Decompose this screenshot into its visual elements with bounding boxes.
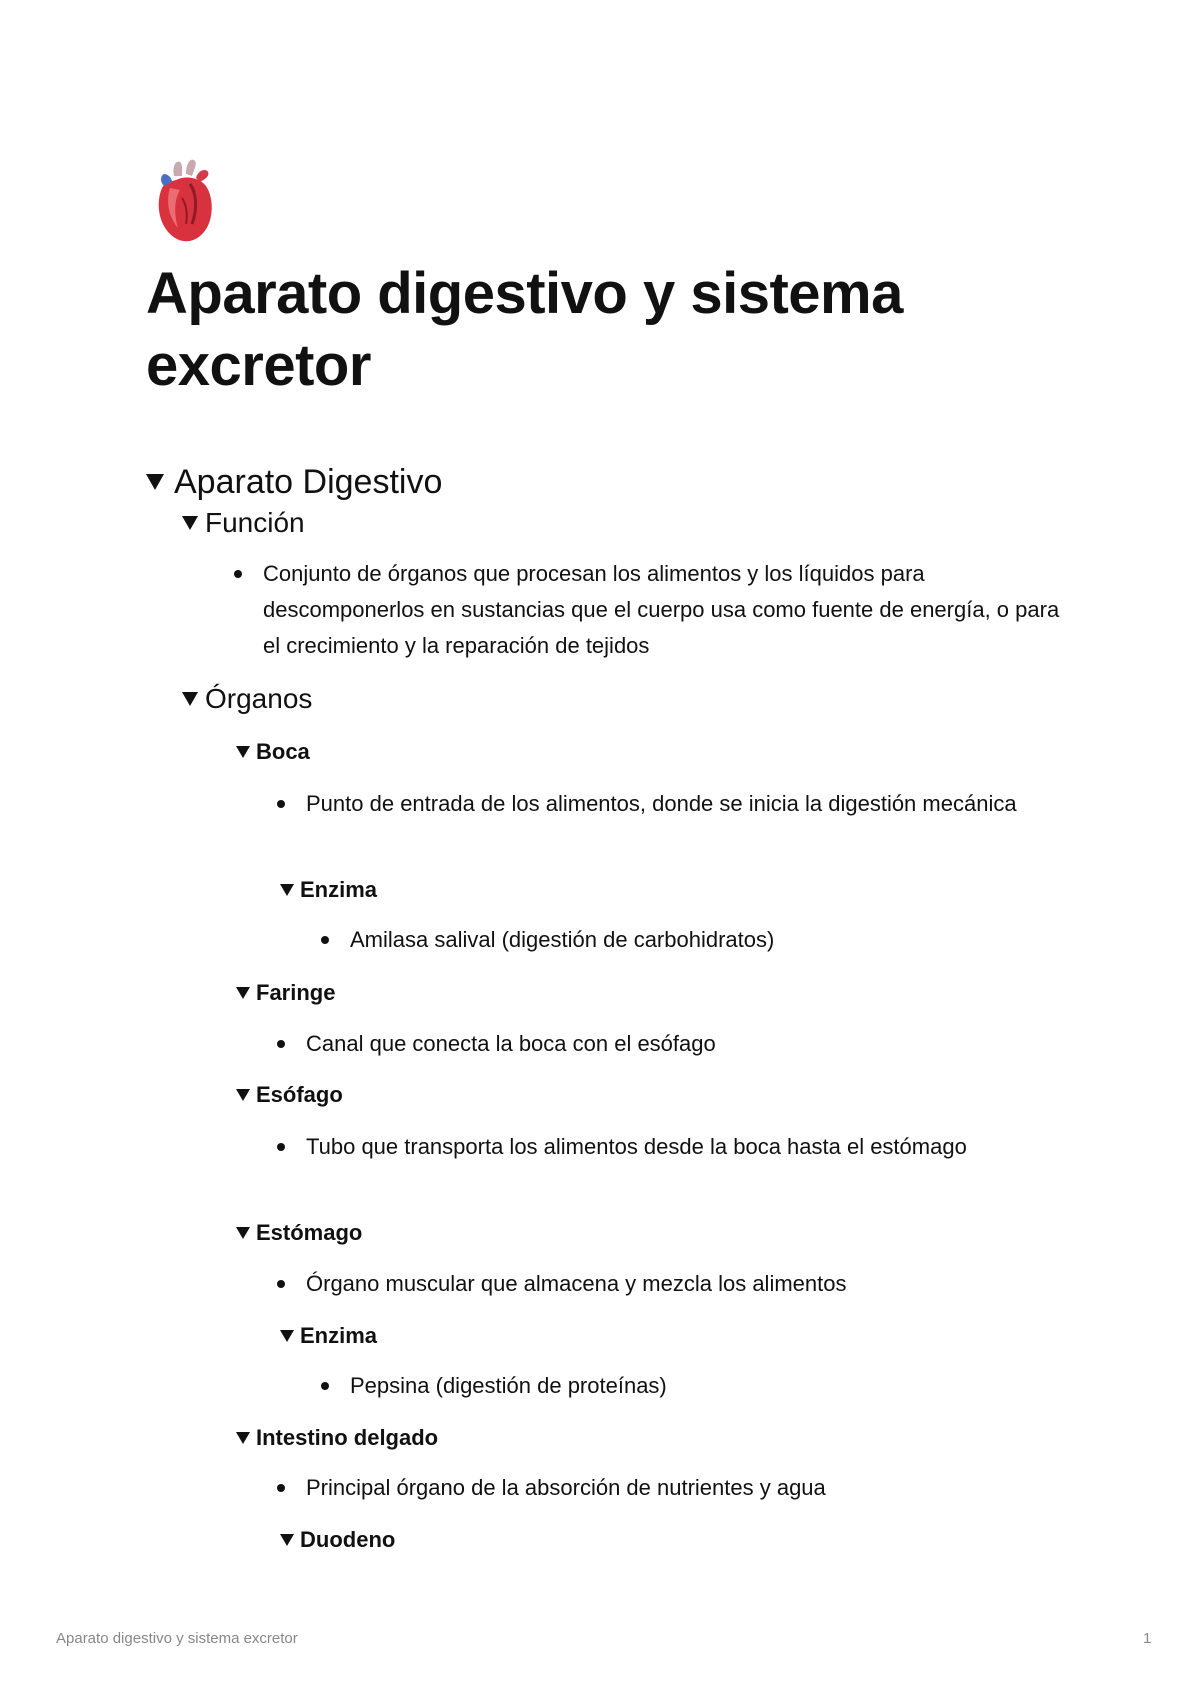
bullet-dot-icon (277, 1143, 285, 1151)
toggle-label: Duodeno (300, 1527, 396, 1552)
toggle-triangle-icon[interactable] (146, 474, 164, 490)
toggle-label: Órganos (205, 683, 313, 714)
list-item (350, 922, 1070, 958)
toggle-intestino-delgado[interactable] (236, 1424, 438, 1452)
list-item (306, 1129, 1006, 1165)
list-item-text: Amilasa salival (digestión de carbohidratos) (350, 927, 775, 952)
bullet-dot-icon (277, 1280, 285, 1288)
bullet-dot-icon (321, 1382, 329, 1390)
toggle-triangle-icon[interactable] (182, 692, 198, 706)
toggle-triangle-icon[interactable] (280, 1330, 294, 1342)
footer-title: Aparato digestivo y sistema excretor (56, 1630, 298, 1647)
bullet-dot-icon (277, 1484, 285, 1492)
anatomical-heart-icon (152, 158, 220, 246)
toggle-triangle-icon[interactable] (236, 1227, 250, 1239)
list-item-text: Tubo que transporta los alimentos desde la boca hasta el estómago (306, 1134, 967, 1159)
toggle-estomago[interactable] (236, 1219, 362, 1247)
toggle-triangle-icon[interactable] (236, 987, 250, 999)
toggle-faringe[interactable] (236, 979, 335, 1007)
list-item (350, 1368, 1070, 1404)
bullet-dot-icon (234, 570, 242, 578)
toggle-enzima[interactable] (280, 876, 377, 904)
toggle-triangle-icon[interactable] (280, 884, 294, 896)
toggle-label: Esófago (256, 1082, 343, 1107)
bullet-dot-icon (277, 800, 285, 808)
toggle-triangle-icon[interactable] (236, 1432, 250, 1444)
toggle-triangle-icon[interactable] (280, 1534, 294, 1546)
toggle-esofago[interactable] (236, 1081, 343, 1109)
list-item-text: Principal órgano de la absorción de nutrientes y agua (306, 1475, 826, 1500)
list-item (306, 1266, 1076, 1302)
toggle-enzima[interactable] (280, 1322, 377, 1350)
toggle-label: Faringe (256, 980, 336, 1005)
bullet-dot-icon (277, 1040, 285, 1048)
list-item-text: Pepsina (digestión de proteínas) (350, 1373, 667, 1398)
list-item-text: Órgano muscular que almacena y mezcla los alimentos (306, 1271, 847, 1296)
document-title: Aparato digestivo y sistema excretor (146, 261, 903, 398)
toggle-boca[interactable] (236, 738, 310, 766)
toggle-label: Intestino delgado (256, 1425, 439, 1450)
toggle-triangle-icon[interactable] (236, 1089, 250, 1101)
page-number: 1 (1143, 1630, 1152, 1647)
toggle-organos[interactable] (182, 682, 312, 716)
list-item-text: Canal que conecta la boca con el esófago (306, 1031, 716, 1056)
list-item-text: Conjunto de órganos que procesan los alimentos y los líquidos para descomponerlos en sustancias que el cuerpo usa como fuente de energía, o para el crecimiento y la reparación de tejidos (263, 561, 1060, 658)
toggle-label: Enzima (300, 877, 378, 902)
list-item (306, 1026, 1076, 1062)
list-item-text: Punto de entrada de los alimentos, donde se inicia la digestión mecánica (306, 791, 1017, 816)
toggle-aparato-digestivo[interactable] (146, 462, 442, 502)
bullet-dot-icon (321, 936, 329, 944)
list-item (263, 556, 1073, 664)
toggle-label: Enzima (300, 1323, 378, 1348)
toggle-label: Aparato Digestivo (174, 463, 443, 501)
toggle-label: Función (205, 507, 305, 538)
toggle-funcion[interactable] (182, 506, 305, 540)
toggle-duodeno[interactable] (280, 1526, 395, 1554)
toggle-label: Estómago (256, 1220, 363, 1245)
list-item (306, 786, 1076, 822)
toggle-triangle-icon[interactable] (182, 516, 198, 530)
list-item (306, 1470, 1076, 1506)
toggle-triangle-icon[interactable] (236, 746, 250, 758)
toggle-label: Boca (256, 739, 310, 764)
